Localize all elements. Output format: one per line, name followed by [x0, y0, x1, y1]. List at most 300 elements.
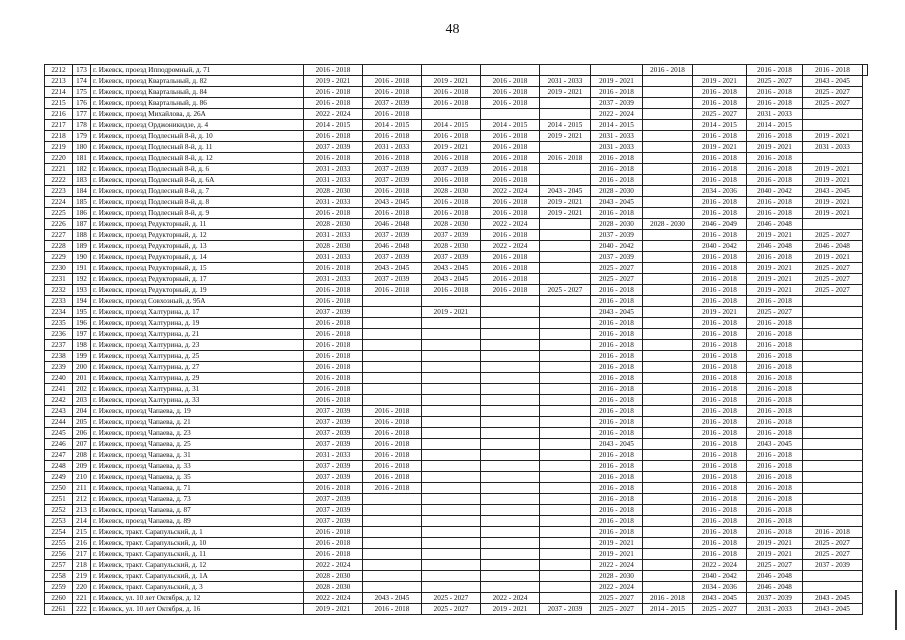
item-number-cell: 212	[73, 494, 91, 505]
period-cell	[643, 351, 693, 362]
period-cell: 2016 - 2018	[643, 65, 693, 76]
period-cell: 2016 - 2018	[363, 417, 422, 428]
period-cell	[803, 428, 863, 439]
period-cell: 2019 - 2021	[747, 263, 803, 274]
table-row	[45, 472, 868, 483]
period-cell: 2016 - 2018	[591, 527, 643, 538]
period-cell	[643, 373, 693, 384]
table-row	[45, 285, 868, 296]
period-cell: 2043 - 2045	[591, 307, 643, 318]
period-cell: 2031 - 2033	[304, 252, 363, 263]
period-cell	[481, 505, 540, 516]
period-cell: 2016 - 2018	[481, 175, 540, 186]
period-cell: 2016 - 2018	[693, 274, 747, 285]
period-cell	[540, 538, 591, 549]
period-cell: 2019 - 2021	[747, 549, 803, 560]
period-cell	[803, 120, 863, 131]
period-cell: 2031 - 2033	[304, 450, 363, 461]
period-cell: 2037 - 2039	[304, 307, 363, 318]
address-cell: г. Ижевск, проезд Чапаева, д. 25	[91, 439, 304, 450]
table-row	[45, 65, 868, 76]
table-row	[45, 593, 868, 604]
row-number-cell: 2223	[45, 186, 73, 197]
table-row	[45, 384, 868, 395]
period-cell: 2016 - 2018	[422, 87, 481, 98]
address-cell: г. Ижевск, тракт. Сарапульский, д. 1	[91, 527, 304, 538]
period-cell	[363, 351, 422, 362]
address-cell: г. Ижевск, проезд Халтурина, д. 17	[91, 307, 304, 318]
period-cell: 2016 - 2018	[422, 285, 481, 296]
period-cell	[540, 582, 591, 593]
item-number-cell: 192	[73, 274, 91, 285]
address-cell: г. Ижевск, проезд Чапаева, д. 73	[91, 494, 304, 505]
period-cell	[643, 571, 693, 582]
address-cell: г. Ижевск, проезд Подлесный 8-й, д. 7	[91, 186, 304, 197]
period-cell: 2016 - 2018	[747, 527, 803, 538]
period-cell	[481, 109, 540, 120]
period-cell: 2016 - 2018	[304, 395, 363, 406]
period-cell	[803, 582, 863, 593]
period-cell: 2014 - 2015	[481, 120, 540, 131]
row-number-cell: 2238	[45, 351, 73, 362]
period-cell: 2028 - 2030	[304, 571, 363, 582]
period-cell	[643, 395, 693, 406]
period-cell	[540, 560, 591, 571]
period-cell: 2016 - 2018	[693, 395, 747, 406]
period-cell: 2016 - 2018	[747, 395, 803, 406]
period-cell: 2028 - 2030	[304, 186, 363, 197]
table-row	[45, 252, 868, 263]
period-cell	[422, 494, 481, 505]
row-number-cell: 2218	[45, 131, 73, 142]
period-cell	[803, 483, 863, 494]
period-cell: 2028 - 2030	[422, 186, 481, 197]
period-cell	[803, 296, 863, 307]
period-cell: 2016 - 2018	[591, 417, 643, 428]
row-number-cell: 2227	[45, 230, 73, 241]
item-number-cell: 222	[73, 604, 91, 615]
row-number-cell: 2241	[45, 384, 73, 395]
period-cell	[803, 516, 863, 527]
period-cell: 2037 - 2039	[422, 252, 481, 263]
item-number-cell: 207	[73, 439, 91, 450]
period-cell: 2016 - 2018	[481, 274, 540, 285]
period-cell: 2014 - 2015	[693, 120, 747, 131]
period-cell: 2028 - 2030	[591, 219, 643, 230]
period-cell	[540, 318, 591, 329]
period-cell	[643, 340, 693, 351]
table-row	[45, 373, 868, 384]
address-cell: г. Ижевск, проезд Халтурина, д. 19	[91, 318, 304, 329]
row-number-cell: 2225	[45, 208, 73, 219]
period-cell: 2037 - 2039	[304, 406, 363, 417]
period-cell: 2019 - 2021	[422, 307, 481, 318]
period-cell	[422, 461, 481, 472]
address-cell: г. Ижевск, тракт. Сарапульский, д. 11	[91, 549, 304, 560]
period-cell	[803, 318, 863, 329]
item-number-cell: 209	[73, 461, 91, 472]
period-cell: 2022 - 2024	[591, 582, 643, 593]
row-number-cell: 2246	[45, 439, 73, 450]
period-cell: 2019 - 2021	[747, 142, 803, 153]
address-cell: г. Ижевск, проезд Орджоникидзе, д. 4	[91, 120, 304, 131]
period-cell	[481, 373, 540, 384]
period-cell: 2016 - 2018	[304, 65, 363, 76]
table-row	[45, 76, 868, 87]
period-cell: 2016 - 2018	[693, 98, 747, 109]
item-number-cell: 202	[73, 384, 91, 395]
row-number-cell: 2229	[45, 252, 73, 263]
period-cell	[803, 472, 863, 483]
period-cell	[363, 318, 422, 329]
period-cell: 2019 - 2021	[540, 208, 591, 219]
period-cell: 2016 - 2018	[747, 175, 803, 186]
table-row	[45, 307, 868, 318]
period-cell: 2016 - 2018	[304, 296, 363, 307]
period-cell: 2016 - 2018	[304, 527, 363, 538]
period-cell: 2016 - 2018	[747, 296, 803, 307]
period-cell: 2040 - 2042	[693, 241, 747, 252]
row-number-cell: 2245	[45, 428, 73, 439]
period-cell: 2037 - 2039	[363, 164, 422, 175]
address-cell: г. Ижевск, проезд Чапаева, д. 23	[91, 428, 304, 439]
item-number-cell: 185	[73, 197, 91, 208]
period-cell: 2019 - 2021	[591, 549, 643, 560]
period-cell	[643, 439, 693, 450]
period-cell: 2046 - 2048	[363, 241, 422, 252]
period-cell: 2016 - 2018	[304, 549, 363, 560]
period-cell	[540, 263, 591, 274]
period-cell: 2019 - 2021	[747, 230, 803, 241]
period-cell	[803, 439, 863, 450]
period-cell: 2019 - 2021	[693, 142, 747, 153]
row-number-cell: 2230	[45, 263, 73, 274]
period-cell	[422, 351, 481, 362]
period-cell: 2043 - 2045	[803, 186, 863, 197]
row-number-cell: 2228	[45, 241, 73, 252]
period-cell: 2034 - 2036	[693, 582, 747, 593]
period-cell: 2028 - 2030	[643, 219, 693, 230]
period-cell	[643, 197, 693, 208]
period-cell: 2016 - 2018	[591, 450, 643, 461]
period-cell: 2037 - 2039	[363, 252, 422, 263]
period-cell: 2014 - 2015	[304, 120, 363, 131]
period-cell	[540, 241, 591, 252]
period-cell	[363, 384, 422, 395]
period-cell: 2016 - 2018	[591, 285, 643, 296]
period-cell: 2031 - 2033	[363, 142, 422, 153]
period-cell: 2016 - 2018	[363, 186, 422, 197]
period-cell: 2025 - 2027	[422, 604, 481, 615]
period-cell: 2016 - 2018	[747, 384, 803, 395]
period-cell	[481, 307, 540, 318]
period-cell: 2016 - 2018	[693, 340, 747, 351]
period-cell: 2016 - 2018	[693, 483, 747, 494]
address-cell: г. Ижевск, проезд Халтурина, д. 25	[91, 351, 304, 362]
period-cell	[643, 307, 693, 318]
row-number-cell: 2259	[45, 582, 73, 593]
period-cell: 2016 - 2018	[591, 428, 643, 439]
period-cell: 2025 - 2027	[591, 604, 643, 615]
row-number-cell: 2244	[45, 417, 73, 428]
page-number: 48	[445, 22, 460, 37]
row-number-cell: 2212	[45, 65, 73, 76]
period-cell: 2037 - 2039	[304, 505, 363, 516]
period-cell	[422, 571, 481, 582]
period-cell: 2043 - 2045	[363, 593, 422, 604]
table-row	[45, 131, 868, 142]
period-cell	[540, 516, 591, 527]
item-number-cell: 213	[73, 505, 91, 516]
row-number-cell: 2237	[45, 340, 73, 351]
period-cell	[643, 109, 693, 120]
address-cell: г. Ижевск, проезд Халтурина, д. 27	[91, 362, 304, 373]
period-cell	[422, 384, 481, 395]
address-cell: г. Ижевск, проезд Чапаева, д. 35	[91, 472, 304, 483]
period-cell: 2016 - 2018	[693, 538, 747, 549]
period-cell	[803, 153, 863, 164]
period-cell: 2016 - 2018	[693, 230, 747, 241]
table-row	[45, 516, 868, 527]
period-cell: 2016 - 2018	[304, 153, 363, 164]
period-cell: 2016 - 2018	[591, 153, 643, 164]
period-cell	[422, 373, 481, 384]
period-cell: 2046 - 2048	[803, 241, 863, 252]
period-cell	[363, 395, 422, 406]
period-cell: 2016 - 2018	[481, 131, 540, 142]
period-cell	[422, 428, 481, 439]
period-cell: 2046 - 2048	[363, 219, 422, 230]
item-number-cell: 186	[73, 208, 91, 219]
table-row	[45, 450, 868, 461]
period-cell: 2028 - 2030	[422, 219, 481, 230]
period-cell	[540, 98, 591, 109]
period-cell	[422, 362, 481, 373]
table-row	[45, 362, 868, 373]
period-cell: 2019 - 2021	[747, 274, 803, 285]
row-number-cell: 2251	[45, 494, 73, 505]
period-cell: 2019 - 2021	[803, 208, 863, 219]
period-cell	[422, 516, 481, 527]
row-number-cell: 2213	[45, 76, 73, 87]
period-cell: 2037 - 2039	[363, 98, 422, 109]
period-cell: 2016 - 2018	[591, 406, 643, 417]
table-row	[45, 197, 868, 208]
period-cell: 2043 - 2045	[591, 197, 643, 208]
period-cell: 2025 - 2027	[803, 98, 863, 109]
address-cell: г. Ижевск, тракт. Сарапульский, д. 10	[91, 538, 304, 549]
address-cell: г. Ижевск, проезд Редукторный, д. 19	[91, 285, 304, 296]
table-row	[45, 263, 868, 274]
period-cell: 2025 - 2027	[693, 604, 747, 615]
period-cell: 2016 - 2018	[481, 285, 540, 296]
item-number-cell: 208	[73, 450, 91, 461]
period-cell: 2016 - 2018	[363, 461, 422, 472]
period-cell	[363, 571, 422, 582]
period-cell: 2037 - 2039	[304, 417, 363, 428]
period-cell: 2016 - 2018	[803, 65, 863, 76]
period-cell: 2016 - 2018	[363, 483, 422, 494]
period-cell	[481, 384, 540, 395]
address-cell: г. Ижевск, проезд Чапаева, д. 33	[91, 461, 304, 472]
period-cell	[481, 351, 540, 362]
period-cell	[643, 329, 693, 340]
period-cell: 2016 - 2018	[591, 329, 643, 340]
item-number-cell: 177	[73, 109, 91, 120]
period-cell	[363, 307, 422, 318]
period-cell	[481, 538, 540, 549]
period-cell	[422, 560, 481, 571]
row-number-cell: 2233	[45, 296, 73, 307]
item-number-cell: 184	[73, 186, 91, 197]
period-cell	[643, 252, 693, 263]
period-cell	[643, 406, 693, 417]
table-row	[45, 142, 868, 153]
period-cell	[803, 461, 863, 472]
period-cell	[481, 461, 540, 472]
period-cell: 2016 - 2018	[422, 131, 481, 142]
row-number-cell: 2235	[45, 318, 73, 329]
address-cell: г. Ижевск, проезд Подлесный 8-й, д. 8	[91, 197, 304, 208]
item-number-cell: 176	[73, 98, 91, 109]
period-cell: 2025 - 2027	[591, 263, 643, 274]
period-cell: 2016 - 2018	[304, 351, 363, 362]
period-cell: 2043 - 2045	[363, 263, 422, 274]
period-cell: 2016 - 2018	[304, 362, 363, 373]
row-number-cell: 2260	[45, 593, 73, 604]
table-row	[45, 153, 868, 164]
period-cell	[422, 450, 481, 461]
period-cell	[803, 329, 863, 340]
item-number-cell: 173	[73, 65, 91, 76]
period-cell	[363, 340, 422, 351]
period-cell	[422, 549, 481, 560]
period-cell: 2031 - 2033	[304, 230, 363, 241]
period-cell	[540, 450, 591, 461]
item-number-cell: 203	[73, 395, 91, 406]
period-cell	[643, 285, 693, 296]
period-cell	[540, 472, 591, 483]
row-number-cell: 2250	[45, 483, 73, 494]
period-cell: 2016 - 2018	[747, 406, 803, 417]
period-cell	[540, 351, 591, 362]
address-cell: г. Ижевск, проезд Редукторный, д. 11	[91, 219, 304, 230]
period-cell: 2019 - 2021	[693, 307, 747, 318]
period-cell: 2016 - 2018	[304, 208, 363, 219]
period-cell: 2016 - 2018	[422, 153, 481, 164]
period-cell: 2016 - 2018	[693, 296, 747, 307]
period-cell	[422, 395, 481, 406]
period-cell: 2016 - 2018	[591, 461, 643, 472]
period-cell: 2016 - 2018	[591, 175, 643, 186]
period-cell: 2016 - 2018	[304, 340, 363, 351]
row-number-cell: 2258	[45, 571, 73, 582]
row-number-cell: 2236	[45, 329, 73, 340]
period-cell	[422, 318, 481, 329]
period-cell: 2022 - 2024	[693, 560, 747, 571]
period-cell	[422, 582, 481, 593]
row-number-cell: 2226	[45, 219, 73, 230]
period-cell	[643, 230, 693, 241]
period-cell	[422, 439, 481, 450]
period-cell: 2037 - 2039	[363, 230, 422, 241]
period-cell: 2016 - 2018	[693, 153, 747, 164]
address-cell: г. Ижевск, тракт. Сарапульский, д. 1А	[91, 571, 304, 582]
period-cell	[803, 450, 863, 461]
period-cell	[481, 472, 540, 483]
period-cell	[643, 527, 693, 538]
period-cell	[643, 362, 693, 373]
table-row	[45, 395, 868, 406]
address-cell: г. Ижевск, проезд Халтурина, д. 33	[91, 395, 304, 406]
period-cell: 2025 - 2027	[803, 285, 863, 296]
period-cell	[422, 483, 481, 494]
period-cell: 2019 - 2021	[803, 131, 863, 142]
period-cell: 2016 - 2018	[747, 450, 803, 461]
period-cell	[481, 450, 540, 461]
period-cell	[591, 65, 643, 76]
period-cell: 2016 - 2018	[304, 87, 363, 98]
period-cell: 2016 - 2018	[693, 428, 747, 439]
address-cell: г. Ижевск, проезд Квартальный, д. 82	[91, 76, 304, 87]
period-cell	[481, 296, 540, 307]
period-cell: 2043 - 2045	[363, 197, 422, 208]
period-cell: 2016 - 2018	[481, 263, 540, 274]
period-cell	[540, 406, 591, 417]
period-cell: 2037 - 2039	[591, 230, 643, 241]
period-cell	[643, 560, 693, 571]
period-cell	[540, 362, 591, 373]
item-number-cell: 204	[73, 406, 91, 417]
period-cell: 2028 - 2030	[422, 241, 481, 252]
period-cell: 2016 - 2018	[747, 472, 803, 483]
item-number-cell: 195	[73, 307, 91, 318]
address-cell: г. Ижевск, проезд Халтурина, д. 23	[91, 340, 304, 351]
row-number-cell: 2252	[45, 505, 73, 516]
period-cell	[363, 560, 422, 571]
period-cell: 2016 - 2018	[481, 230, 540, 241]
period-cell: 2019 - 2021	[803, 175, 863, 186]
period-cell: 2025 - 2027	[747, 560, 803, 571]
item-number-cell: 215	[73, 527, 91, 538]
period-cell	[540, 494, 591, 505]
period-cell	[803, 340, 863, 351]
row-number-cell: 2248	[45, 461, 73, 472]
period-cell: 2031 - 2033	[304, 164, 363, 175]
period-cell	[643, 472, 693, 483]
period-cell: 2016 - 2018	[304, 318, 363, 329]
period-cell: 2016 - 2018	[591, 208, 643, 219]
period-cell	[422, 329, 481, 340]
period-cell: 2031 - 2033	[304, 274, 363, 285]
period-cell	[540, 65, 591, 76]
period-cell: 2031 - 2033	[803, 142, 863, 153]
period-cell: 2016 - 2018	[363, 109, 422, 120]
period-cell: 2037 - 2039	[422, 230, 481, 241]
period-cell: 2043 - 2045	[803, 593, 863, 604]
period-cell	[693, 65, 747, 76]
period-cell: 2016 - 2018	[591, 373, 643, 384]
period-cell: 2016 - 2018	[363, 208, 422, 219]
period-cell	[643, 142, 693, 153]
period-cell: 2040 - 2042	[693, 571, 747, 582]
period-cell	[540, 527, 591, 538]
period-cell: 2022 - 2024	[481, 186, 540, 197]
period-cell: 2016 - 2018	[643, 593, 693, 604]
period-cell: 2016 - 2018	[747, 131, 803, 142]
period-cell	[643, 582, 693, 593]
period-cell: 2019 - 2021	[540, 87, 591, 98]
